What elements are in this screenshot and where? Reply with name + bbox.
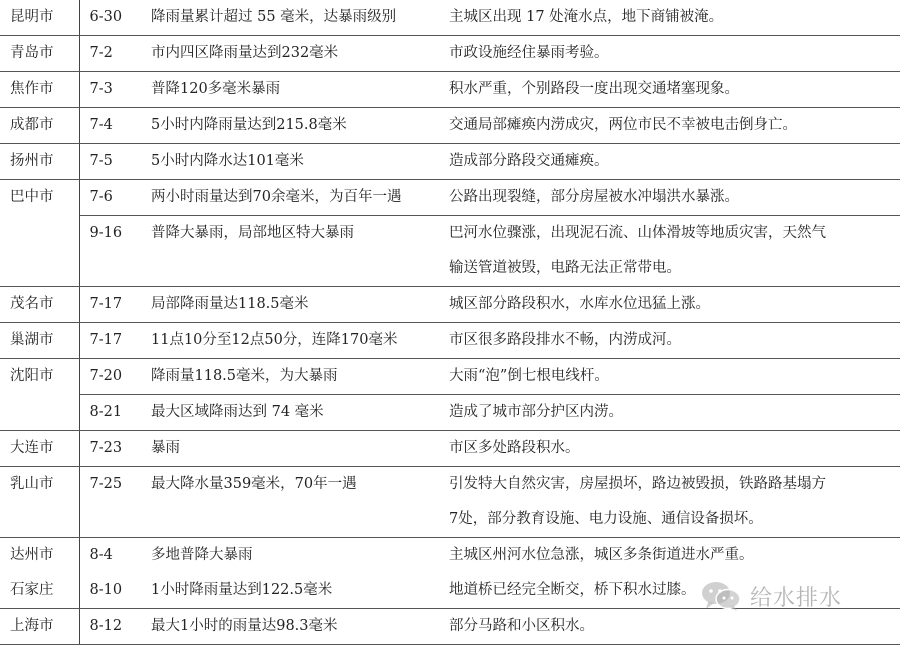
effect-cell: [445, 359, 900, 395]
effect-cell: [445, 467, 900, 538]
rainfall-cell: 局部降雨量达118.5毫米: [143, 287, 445, 323]
rainfall-cell: 5小时内降雨量达到215.8毫米: [143, 108, 445, 144]
date-cell: 7-4: [79, 108, 143, 144]
date-cell: 7-6: [79, 180, 143, 216]
city-cell: 巴中市: [0, 180, 79, 216]
city-cell: 扬州市: [0, 144, 79, 180]
effect-line: 巴河水位骤涨，出现泥石流、山体滑坡等地质灾害，天然气: [449, 225, 826, 241]
effect-cell: [445, 180, 900, 216]
date-cell: 9-16: [79, 216, 143, 287]
city-cell: 石家庄: [0, 573, 79, 609]
rainfall-cell: 市内四区降雨量达到232毫米: [143, 36, 445, 72]
table-row: [0, 72, 900, 108]
effect-line: 引发特大自然灾害，房屋损坏，路边被毁损，铁路路基塌方: [449, 476, 826, 492]
rainfall-cell: 普降120多毫米暴雨: [143, 72, 445, 108]
date-cell: 7-17: [79, 287, 143, 323]
city-cell: 茂名市: [0, 287, 79, 323]
effect-line: 市区很多路段排水不畅，内涝成河。: [449, 332, 681, 348]
city-cell: 焦作市: [0, 72, 79, 108]
effect-line: 大雨“泡”倒七根电线杆。: [449, 368, 609, 384]
table-row: [0, 287, 900, 323]
city-cell: 巢湖市: [0, 323, 79, 359]
city-cell: [0, 216, 79, 287]
watermark-text: 给水排水: [750, 585, 843, 611]
table-row: [0, 467, 900, 538]
date-cell: 7-2: [79, 36, 143, 72]
rainfall-cell: 暴雨: [143, 431, 445, 467]
city-cell: 大连市: [0, 431, 79, 467]
effect-line: 部分马路和小区积水。: [449, 618, 594, 634]
rainfall-cell: 5小时内降水达101毫米: [143, 144, 445, 180]
rainfall-cell: 最大区域降雨达到 74 毫米: [143, 395, 445, 431]
effect-line: 公路出现裂缝，部分房屋被水冲塌洪水暴涨。: [449, 189, 739, 205]
table-row: [0, 395, 900, 431]
effect-line: 造成部分路段交通瘫痪。: [449, 153, 609, 169]
rainfall-cell: 降雨量累计超过 55 毫米，达暴雨级别: [143, 0, 445, 36]
effect-cell: [445, 0, 900, 36]
table-row: [0, 216, 900, 287]
rainfall-cell: 1小时降雨量达到122.5毫米: [143, 573, 445, 609]
effect-line: 输送管道被毁，电路无法正常带电。: [449, 260, 681, 276]
effect-cell: [445, 36, 900, 72]
effect-cell: [445, 216, 900, 287]
city-cell: 上海市: [0, 609, 79, 645]
rainfall-cell: 两小时雨量达到70余毫米，为百年一遇: [143, 180, 445, 216]
city-cell: 青岛市: [0, 36, 79, 72]
city-cell: 昆明市: [0, 0, 79, 36]
watermark: [700, 576, 842, 616]
effect-line: 造成了城市部分护区内涝。: [449, 404, 623, 420]
wechat-icon: [700, 580, 742, 612]
effect-line: 积水严重，个别路段一度出现交通堵塞现象。: [449, 81, 739, 97]
table-row: [0, 538, 900, 574]
effect-line: 7处，部分教育设施、电力设施、通信设备损坏。: [449, 511, 763, 527]
rainfall-cell: 降雨量118.5毫米，为大暴雨: [143, 359, 445, 395]
table-row: [0, 323, 900, 359]
effect-cell: [445, 431, 900, 467]
date-cell: 7-17: [79, 323, 143, 359]
rainfall-cell: 最大1小时的雨量达98.3毫米: [143, 609, 445, 645]
effect-cell: [445, 538, 900, 574]
date-cell: 7-3: [79, 72, 143, 108]
effect-line: 主城区出现 17 处淹水点，地下商铺被淹。: [449, 9, 724, 25]
date-cell: 8-10: [79, 573, 143, 609]
table-row: [0, 359, 900, 395]
rainfall-cell: 最大降水量359毫米，70年一遇: [143, 467, 445, 538]
table-row: [0, 108, 900, 144]
date-cell: 8-4: [89, 547, 113, 563]
effect-line: 市政设施经住暴雨考验。: [449, 45, 609, 61]
date-cell: 7-25: [79, 467, 143, 538]
effect-cell: [445, 287, 900, 323]
table-row: [0, 36, 900, 72]
city-cell: 乳山市: [0, 467, 79, 538]
effect-cell: [445, 323, 900, 359]
effect-line: 主城区州河水位急涨，城区多条街道进水严重。: [449, 547, 754, 563]
date-cell: 7-20: [79, 359, 143, 395]
effect-cell: [445, 72, 900, 108]
effect-line: 交通局部瘫痪内涝成灾，两位市民不幸被电击倒身亡。: [449, 117, 797, 133]
city-cell: 达州市: [0, 538, 79, 574]
effect-cell: [445, 144, 900, 180]
city-cell: 成都市: [0, 108, 79, 144]
date-cell: 7-23: [79, 431, 143, 467]
table-row: [0, 431, 900, 467]
effect-cell: [445, 108, 900, 144]
table-row: [0, 144, 900, 180]
effect-line: 地道桥已经完全断交，桥下积水过膝。: [449, 582, 696, 598]
table-row: [0, 180, 900, 216]
date-cell: 8-12: [79, 609, 143, 645]
rainfall-cell: 普降大暴雨，局部地区特大暴雨: [143, 216, 445, 287]
effect-line: 城区部分路段积水，水库水位迅猛上涨。: [449, 296, 710, 312]
effect-line: 市区多处路段积水。: [449, 440, 580, 456]
table-row: [0, 0, 900, 36]
city-cell: [0, 395, 79, 431]
city-cell: 沈阳市: [0, 359, 79, 395]
date-cell: 6-30: [79, 0, 143, 36]
rainfall-cell: 多地普降大暴雨: [151, 547, 253, 563]
effect-cell: [445, 395, 900, 431]
date-cell: 8-21: [79, 395, 143, 431]
rainfall-cell: 11点10分至12点50分，连降170毫米: [143, 323, 445, 359]
date-cell: 7-5: [79, 144, 143, 180]
